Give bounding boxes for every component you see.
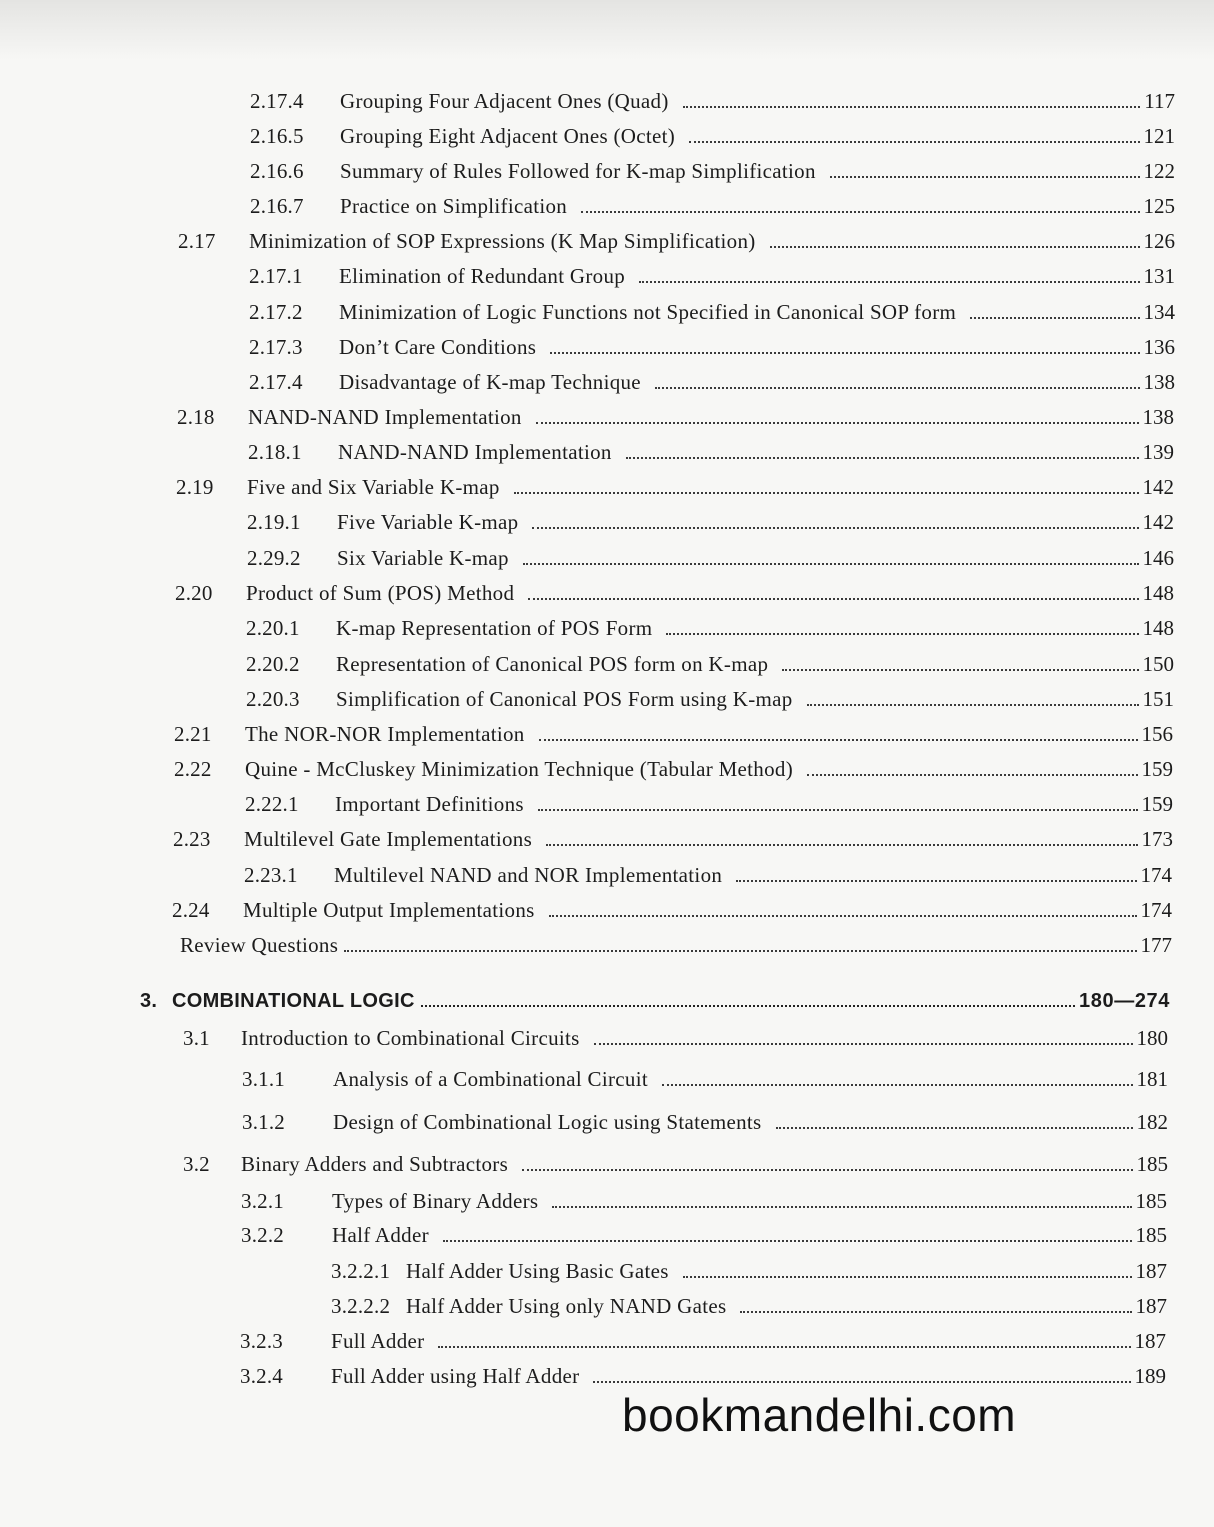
dot-leader [807,774,1138,776]
dot-leader [546,844,1137,846]
dot-leader [528,598,1138,600]
section-title: Multiple Output Implementations [243,898,535,922]
page-number: 125 [1143,194,1175,218]
toc-entry [172,897,1172,923]
section-number: 2.23.1 [244,863,298,887]
dot-leader [776,1127,1133,1129]
page-number: 148 [1142,616,1174,640]
page-number: 131 [1143,264,1175,288]
page-number: 126 [1143,229,1175,253]
section-title: NAND-NAND Implementation [338,440,612,464]
toc-entry [183,1151,1168,1177]
toc-entry [249,263,1175,289]
page-range: 180—274 [1079,990,1170,1012]
dot-leader [438,1346,1130,1348]
toc-entry [242,1066,1168,1092]
page-number: 151 [1142,687,1174,711]
page-number: 182 [1136,1110,1168,1134]
section-number: 2.18.1 [248,440,302,464]
section-title: Full Adder [331,1329,425,1353]
section-number: 2.19.1 [247,510,301,534]
dot-leader [830,176,1140,178]
toc-entry [249,299,1175,325]
toc-entry [174,756,1173,782]
section-number: 3.1.2 [242,1110,285,1134]
dot-leader [666,633,1138,635]
section-title: Product of Sum (POS) Method [246,581,515,605]
dot-leader [782,669,1138,671]
dot-leader [550,352,1139,354]
toc-entry [249,334,1175,360]
section-number: 2.20 [175,581,213,605]
toc-entry [331,1258,1167,1284]
section-number: 3.2.2.1 [331,1259,391,1283]
page-number: 142 [1142,475,1174,499]
toc-entry [250,193,1175,219]
section-number: 2.17.4 [249,370,303,394]
section-number: 2.17.2 [249,300,303,324]
toc-entry [180,932,1172,958]
dot-leader [683,1276,1132,1278]
section-title: Types of Binary Adders [332,1189,539,1213]
dot-leader [538,809,1138,811]
chapter-title: COMBINATIONAL LOGIC [172,990,415,1012]
toc-entry [250,123,1175,149]
toc-entry [175,580,1174,606]
dot-leader [639,281,1139,283]
section-title: Grouping Eight Adjacent Ones (Octet) [340,124,676,148]
dot-leader [689,141,1139,143]
page-number: 159 [1141,792,1173,816]
section-title: Grouping Four Adjacent Ones (Quad) [340,89,669,113]
dot-leader [594,1043,1133,1045]
dot-leader [443,1240,1132,1242]
toc-entry [241,1188,1167,1214]
dot-leader [522,1169,1132,1171]
section-number: 3.2 [183,1152,210,1176]
section-number: 2.20.2 [246,652,300,676]
toc-entry [247,509,1174,535]
toc-entry [176,474,1174,500]
page-number: 185 [1135,1189,1167,1213]
toc-entry [250,158,1175,184]
section-number: 2.29.2 [247,546,301,570]
section-number: 2.20.1 [246,616,300,640]
section-title: Minimization of Logic Functions not Specified in Canonical SOP form [339,300,957,324]
section-number: 3.1 [183,1026,210,1050]
dot-leader [344,950,1136,952]
toc-entry [248,439,1174,465]
section-title: Full Adder using Half Adder [331,1364,580,1388]
page-number: 185 [1136,1152,1168,1176]
page-number: 122 [1143,159,1175,183]
dot-leader [536,422,1139,424]
section-title: The NOR-NOR Implementation [245,722,525,746]
section-title: Elimination of Redundant Group [339,264,626,288]
dot-leader [514,492,1139,494]
page-number: 142 [1142,510,1174,534]
section-title: Six Variable K-map [337,546,509,570]
section-title: Binary Adders and Subtractors [241,1152,509,1176]
dot-leader [532,527,1138,529]
section-title: Disadvantage of K-map Technique [339,370,641,394]
dot-leader [421,1005,1075,1007]
section-title: Minimization of SOP Expressions (K Map Simplification) [249,229,756,253]
dot-leader [970,317,1139,319]
toc-entry [250,88,1175,114]
page-number: 139 [1142,440,1174,464]
toc-entry [177,404,1174,430]
page-number: 189 [1134,1364,1166,1388]
section-title: NAND-NAND Implementation [248,405,522,429]
section-number: 3.2.2 [241,1223,284,1247]
chapter-heading [140,988,1170,1014]
watermark-text: bookmandelhi.com [622,1389,1017,1441]
section-title: Multilevel NAND and NOR Implementation [334,863,723,887]
page-number: 173 [1141,827,1173,851]
page-number: 187 [1134,1329,1166,1353]
dot-leader [683,106,1141,108]
section-title: Multilevel Gate Implementations [244,827,533,851]
section-number: 2.20.3 [246,687,300,711]
toc-entry [242,1109,1168,1135]
page-number: 150 [1142,652,1174,676]
section-number: 2.24 [172,898,210,922]
section-number: 2.16.6 [250,159,304,183]
page-number: 136 [1143,335,1175,359]
section-number: 2.17.1 [249,264,303,288]
toc-entry [246,651,1174,677]
section-number: 3.2.3 [240,1329,283,1353]
section-number: 2.17 [178,229,216,253]
toc-entry [246,686,1174,712]
section-number: 3.1.1 [242,1067,285,1091]
dot-leader [655,387,1140,389]
page-number: 177 [1140,933,1172,957]
section-title: Review Questions [180,933,339,957]
section-number: 3.2.2.2 [331,1294,391,1318]
toc-entry [245,791,1173,817]
section-title: Practice on Simplification [340,194,568,218]
page-number: 146 [1142,546,1174,570]
dot-leader [736,880,1136,882]
toc-entry [240,1363,1166,1389]
dot-leader [552,1206,1131,1208]
dot-leader [593,1381,1130,1383]
page-number: 138 [1142,405,1174,429]
section-title: Summary of Rules Followed for K-map Simplification [340,159,816,183]
page-number: 187 [1135,1294,1167,1318]
section-number: 2.23 [173,827,211,851]
section-title: Half Adder [332,1223,429,1247]
chapter-number: 3. [140,990,158,1012]
section-title: Half Adder Using only NAND Gates [406,1294,727,1318]
page-number: 185 [1135,1223,1167,1247]
dot-leader [539,739,1138,741]
section-title: Representation of Canonical POS form on K-map [336,652,769,676]
section-number: 2.21 [174,722,212,746]
section-number: 2.16.5 [250,124,304,148]
dot-leader [581,211,1139,213]
dot-leader [807,704,1139,706]
section-number: 2.18 [177,405,215,429]
toc-entry [331,1293,1167,1319]
section-title: Half Adder Using Basic Gates [406,1259,669,1283]
section-title: Important Definitions [335,792,524,816]
section-number: 2.22 [174,757,212,781]
toc-entry [241,1222,1167,1248]
page-number: 174 [1140,863,1172,887]
page-number: 180 [1136,1026,1168,1050]
section-title: K-map Representation of POS Form [336,616,653,640]
toc-entry [173,826,1173,852]
page-number: 181 [1136,1067,1168,1091]
section-title: Quine - McCluskey Minimization Technique (Tabular Method) [245,757,793,781]
dot-leader [626,457,1139,459]
section-title: Simplification of Canonical POS Form using K-map [336,687,793,711]
toc-entry [246,615,1174,641]
section-title: Five Variable K-map [337,510,519,534]
dot-leader [770,246,1140,248]
section-title: Analysis of a Combinational Circuit [333,1067,648,1091]
toc-entry [240,1328,1166,1354]
section-number: 2.17.4 [250,89,304,113]
section-title: Design of Combinational Logic using Statements [333,1110,762,1134]
section-number: 2.17.3 [249,335,303,359]
section-number: 2.16.7 [250,194,304,218]
page-number: 148 [1142,581,1174,605]
dot-leader [740,1311,1131,1313]
page-number: 159 [1141,757,1173,781]
section-title: Five and Six Variable K-map [247,475,500,499]
section-title: Don’t Care Conditions [339,335,537,359]
dot-leader [549,915,1137,917]
toc-entry [174,721,1173,747]
section-number: 3.2.1 [241,1189,284,1213]
toc-entry [183,1025,1168,1051]
toc-entry [178,228,1175,254]
page-number: 187 [1135,1259,1167,1283]
section-title: Introduction to Combinational Circuits [241,1026,580,1050]
toc-entry [249,369,1175,395]
page-number: 117 [1144,89,1175,113]
page-number: 174 [1140,898,1172,922]
page-number: 134 [1143,300,1175,324]
section-number: 2.22.1 [245,792,299,816]
dot-leader [523,563,1139,565]
section-number: 2.19 [176,475,214,499]
section-number: 3.2.4 [240,1364,283,1388]
toc-entry [244,862,1172,888]
dot-leader [662,1084,1133,1086]
toc-entry [247,545,1174,571]
page-number: 121 [1143,124,1175,148]
page-number: 156 [1141,722,1173,746]
page-number: 138 [1143,370,1175,394]
